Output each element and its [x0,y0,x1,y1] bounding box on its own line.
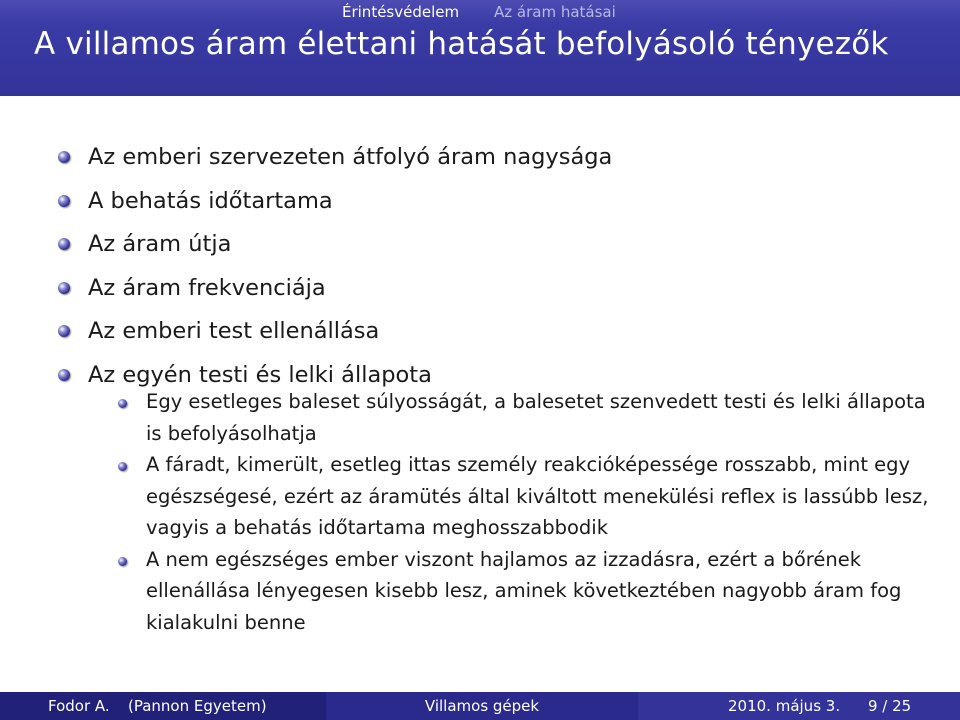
ball-bullet-icon [58,325,70,337]
ball-bullet-icon [58,151,70,163]
sub-list-item [116,449,936,544]
sub-list-item-text: A nem egészséges ember viszont hajlamos az izzadásra, ezért a bőrének ellenállása lényegesen kisebb lesz, aminek következtében nagyobb áram fog kialakulni benne [146,547,902,634]
list-item [58,180,938,224]
sub-list-item [116,386,936,449]
ball-bullet-icon [58,369,70,381]
ball-bullet-icon [58,238,70,250]
nav-section-erintesvedelem[interactable]: Érintésvédelem [342,3,460,21]
list-item-text: A behatás időtartama [88,187,333,214]
list-item [58,267,938,311]
list-item-text: Az áram frekvenciája [88,274,326,301]
nav-section-az-aram-hatasai[interactable]: Az áram hatásai [494,3,616,21]
footer-date-page-section [638,692,960,720]
slide-header [0,0,960,96]
sub-list-item [116,544,936,639]
list-item-text: Az egyén testi és lelki állapota [88,361,432,388]
slide-footer [0,692,960,720]
ball-bullet-icon [58,195,70,207]
footer-author: Fodor A. [48,697,110,715]
footer-author-section [0,692,326,720]
list-item-text: Az emberi szervezeten átfolyó áram nagysága [88,144,613,170]
footer-date: 2010. május 3. [728,697,841,715]
footer-course: Villamos gépek [326,692,638,720]
sub-list-item-text: Egy esetleges baleset súlyosságát, a balesetet szenvedett testi és lelki állapota is befolyásolhatja [146,390,926,445]
list-item-text: Az emberi test ellenállása [88,318,380,344]
list-item [58,223,938,267]
footer-institute: (Pannon Egyetem) [128,697,267,715]
sub-list-item-text: A fáradt, kimerült, esetleg ittas személy reakcióképessége rosszabb, mint egy egészségesé, ezért az áramütés által kiváltott menekülési reflex is lassúbb lesz, vagyis a behatás időtartama meghosszabbodik [146,453,929,539]
list-item-text: Az áram útja [88,231,232,257]
sub-bullet-list [116,386,936,638]
section-navigation [0,2,960,24]
list-item [58,136,938,180]
small-ball-bullet-icon [118,399,127,408]
footer-page-number: 9 / 25 [868,697,912,715]
small-ball-bullet-icon [118,557,127,566]
small-ball-bullet-icon [118,462,127,471]
slide-title: A villamos áram élettani hatását befolyásoló tényezők [34,26,889,62]
list-item [58,310,938,354]
main-bullet-list [58,136,938,397]
ball-bullet-icon [58,282,70,294]
